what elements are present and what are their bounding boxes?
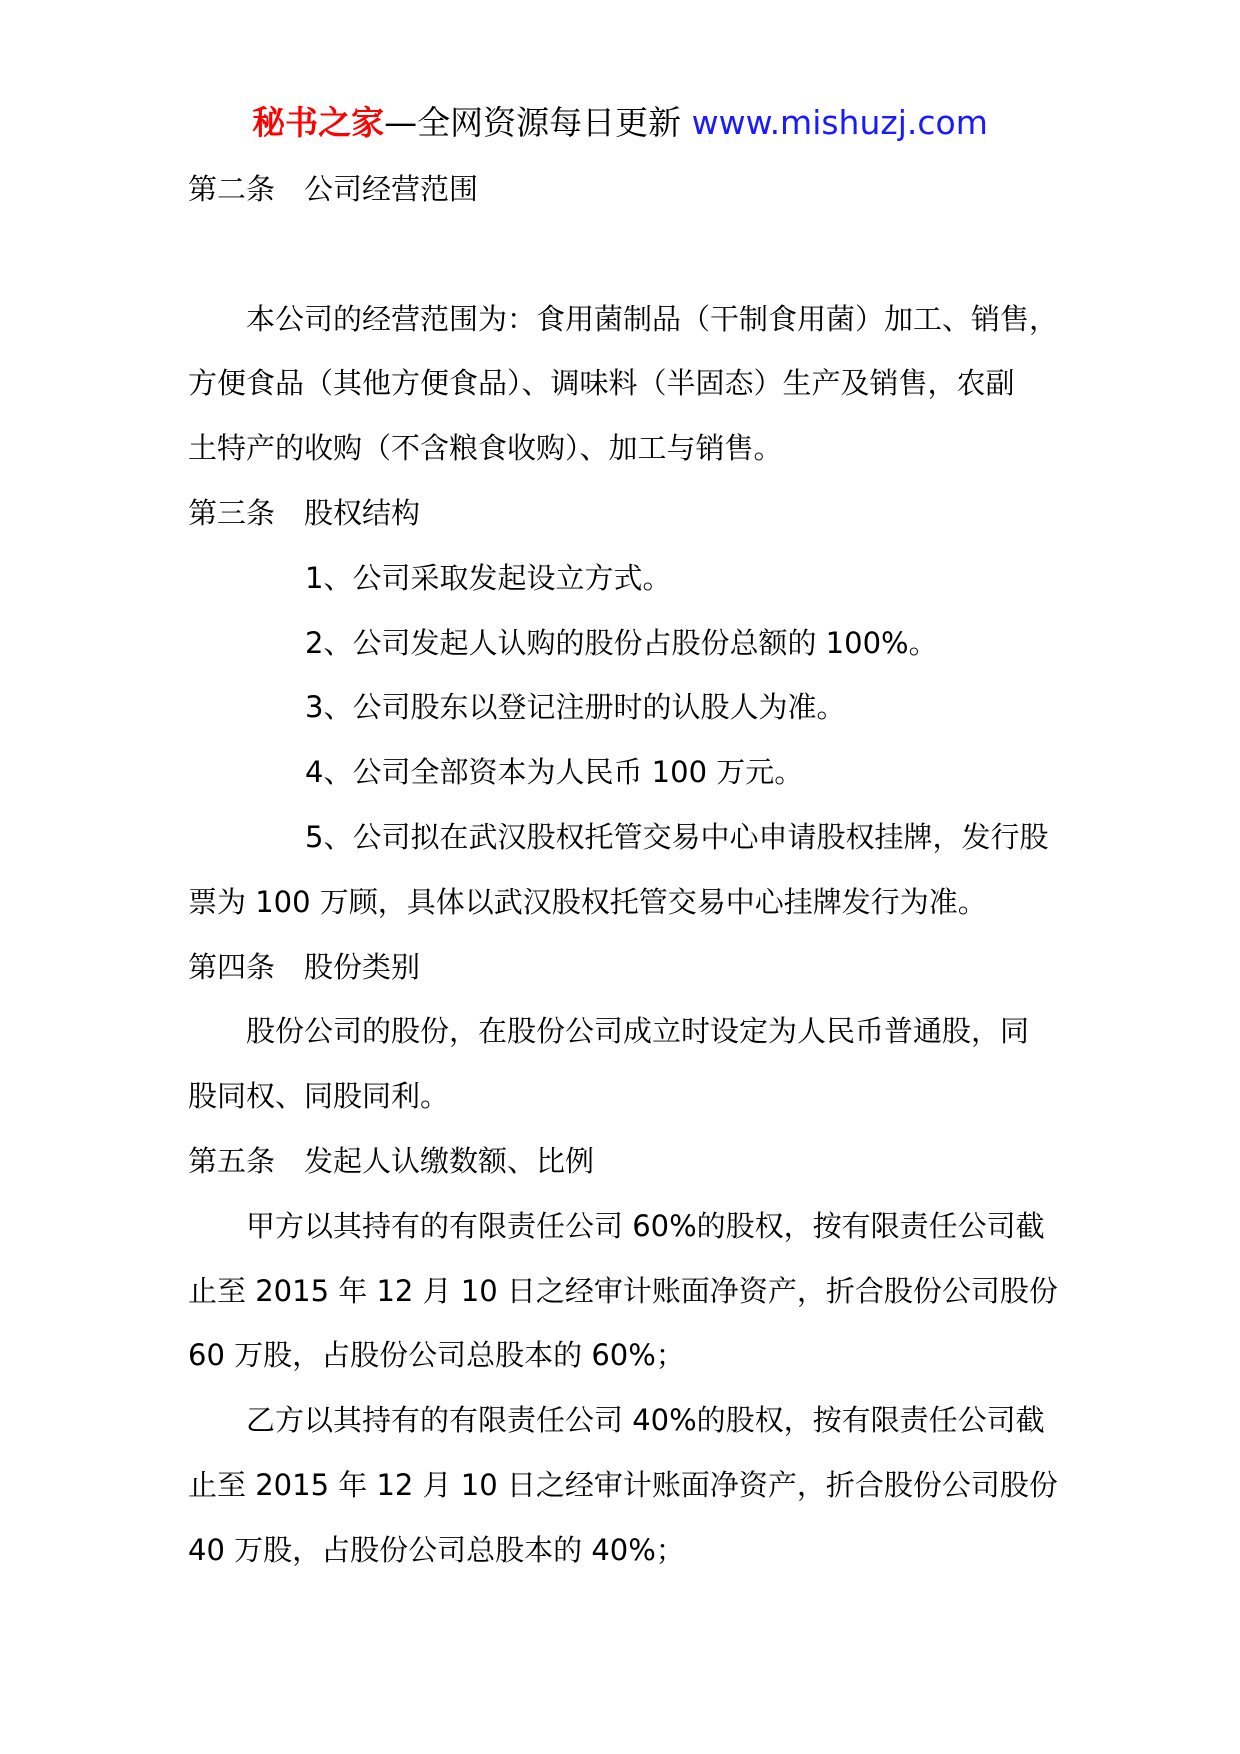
paragraph-line: 股份公司的股份，在股份公司成立时设定为人民币普通股，同 xyxy=(246,1014,1030,1049)
article-4-share-class xyxy=(188,935,1088,1129)
blank-line xyxy=(188,222,1088,287)
paragraph-line: 土特产的收购（不含粮食收购）、加工与销售。 xyxy=(188,431,783,466)
article-heading: 第四条 股份类别 xyxy=(188,949,421,984)
article-3-equity-structure xyxy=(188,481,1088,935)
numbered-item-continuation: 票为 100 万顾，具体以武汉股权托管交易中心挂牌发行为准。 xyxy=(188,884,987,919)
paragraph-line: 乙方以其持有的有限责任公司 40%的股权，按有限责任公司截 xyxy=(246,1403,1045,1438)
paragraph-line: 甲方以其持有的有限责任公司 60%的股权，按有限责任公司截 xyxy=(246,1208,1045,1243)
numbered-item: 4、公司全部资本为人民币 100 万元。 xyxy=(305,755,804,790)
numbered-item: 3、公司股东以登记注册时的认股人为准。 xyxy=(305,690,846,725)
paragraph-line: 方便食品（其他方便食品）、调味料（半固态）生产及销售，农副 xyxy=(188,366,1015,401)
article-heading: 第二条 公司经营范围 xyxy=(188,172,479,206)
brand-name: 秘书之家 xyxy=(252,103,385,142)
paragraph-line: 股同权、同股同利。 xyxy=(188,1079,450,1114)
paragraph-line: 止至 2015 年 12 月 10 日之经审计账面净资产，折合股份公司股份 xyxy=(188,1273,1058,1308)
numbered-item: 5、公司拟在武汉股权托管交易中心申请股权挂牌，发行股 xyxy=(305,819,1049,854)
article-5-subscription xyxy=(188,1129,1088,1583)
paragraph-line: 40 万股，占股份公司总股本的 40%； xyxy=(188,1532,685,1567)
document-body xyxy=(188,157,1088,1583)
paragraph-line: 60 万股，占股份公司总股本的 60%； xyxy=(188,1338,685,1373)
site-url: www.mishuzj.com xyxy=(691,103,988,142)
article-heading: 第五条 发起人认缴数额、比例 xyxy=(188,1143,595,1178)
article-heading: 第三条 股权结构 xyxy=(188,495,421,530)
numbered-item: 2、公司发起人认购的股份占股份总额的 100%。 xyxy=(305,625,938,660)
article-2-business-scope xyxy=(188,157,1088,481)
site-header xyxy=(0,98,1240,148)
paragraph-line: 止至 2015 年 12 月 10 日之经审计账面净资产，折合股份公司股份 xyxy=(188,1467,1058,1502)
numbered-item: 1、公司采取发起设立方式。 xyxy=(305,560,672,595)
paragraph-line: 本公司的经营范围为：食用菌制品（干制食用菌）加工、销售， xyxy=(246,301,1059,336)
header-tagline: —全网资源每日更新 xyxy=(384,103,692,142)
